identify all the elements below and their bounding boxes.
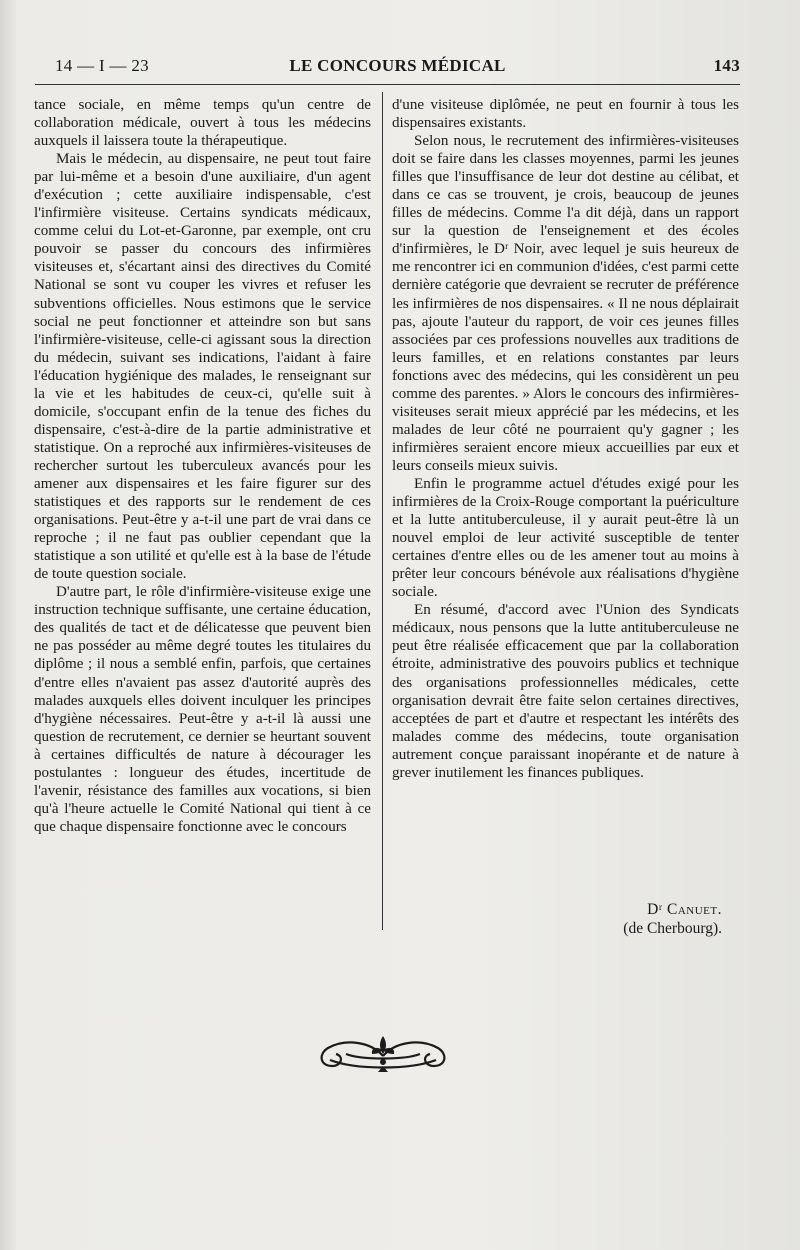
left-column bbox=[34, 96, 371, 836]
journal-title: LE CONCOURS MÉDICAL bbox=[289, 56, 506, 75]
right-column bbox=[392, 96, 739, 782]
right-paragraph-2: Selon nous, le recrutement des infirmières-visiteuses doit se faire dans les classes moyennes, parmi les jeunes filles que l'insuffisance de leur dot destine au célibat, et dans ce cas se trouvent, je crois, beaucoup de jeunes filles de médecins. Comme l'a dit déjà, dans un rapport sur la question de l'enseignement et des écoles d'infirmières, le Dʳ Noir, avec lequel je suis heureux de me rencontrer ici en communion d'idées, c'est parmi cette dernière catégorie que devraient se recruter de préférence les infirmières de nos dispensaires. « Il ne nous déplairait pas, ajoute l'auteur du rapport, de voir ces jeunes filles associées par ces professions nouvelles aux traditions de leurs familles, et en relations constantes par leurs fonctions avec des médecins, qui les considèrent un peu comme des parentes. » Alors le concours des infirmières-visiteuses serait mieux apprécié par les médecins, et les malades de leur côté ne pourraient qu'y gagner ; les infirmières seraient encore mieux accueillies par eux et leurs conseils mieux suivis. bbox=[392, 133, 740, 474]
right-paragraph-3: Enfin le programme actuel d'études exigé pour les infirmières de la Croix-Rouge comportant la puériculture et la lutte antituberculeuse, il y aurait peut-être là un nouvel emploi de leur activité susceptible de tenter certaines d'entre elles ou de les amener tout au moins à prêter leur concours bénévole aux réalisations d'hygiène sociale. bbox=[392, 475, 739, 601]
left-paragraph-1: tance sociale, en même temps qu'un centre de collaboration médicale, ouvert à tous les médecins auxquels il laissera toute la thérapeutique. bbox=[34, 97, 371, 150]
floral-tailpiece-icon bbox=[316, 1030, 450, 1076]
left-paragraph-2: Mais le médecin, au dispensaire, ne peut tout faire par lui-même et a besoin d'une auxiliaire, d'un agent d'exécution ; cette auxiliaire indispensable, c'est l'infirmière visiteuse. Certains syndicats médicaux, comme celui du Lot-et-Garonne, par exemple, ont cru pouvoir se passer du concours des infirmières visiteuses et, s'écartant ainsi des directives du Comité National se sont vu couper les vivres et refuser les subventions officielles. Nous estimons que le service social ne peut fonctionner et atteindre son but sans l'infirmière-visiteuse, celle-ci agissant sous la direction du médecin, suivant ses indications, l'aidant à faire l'éducation hygiénique des malades, le renseignant sur la vie et les habitudes de ceux-ci, qu'elle suit à domicile, s'occupant enfin de la tenue des fiches du dispensaire, c'est-à-dire de la partie administrative et statistique. On a reproché aux infirmières-visiteuses de rechercher surtout les tuberculeux avancés pour les amener aux dispensaires et les faire figurer sur des statistiques et des rapports sur le rendement de ces organisations. Peut-être y a-t-il une part de vrai dans ce reproche ; il ne faut pas oublier cependant que la statistique a son utilité et qu'elle est à la base de l'étude de toute question sociale. bbox=[34, 151, 371, 583]
right-paragraph-4: En résumé, d'accord avec l'Union des Syndicats médicaux, nous pensons que la lutte antituberculeuse ne peut être réalisée efficacement que par la collaboration étroite, administrative des pouvoirs publics et technique des organisations professionnelles médicales, cette organisation devrait être faite selon certaines directives, acceptées de part et d'autre et respectant les intérêts des malades comme des médecins, toute organisation autrement conçue paraissant inopérante et de nature à grever inutilement les finances publiques. bbox=[392, 602, 739, 781]
author-signature bbox=[392, 900, 722, 938]
author-name: Dʳ Canuet. bbox=[647, 901, 722, 918]
issue-date: 14 — I — 23 bbox=[55, 56, 149, 75]
right-paragraph-1: d'une visiteuse diplômée, ne peut en fournir à tous les dispensaires existants. bbox=[392, 97, 739, 132]
header-rule bbox=[35, 84, 740, 85]
left-paragraph-3: D'autre part, le rôle d'infirmière-visiteuse exige une instruction technique suffisante, une certaine éducation, des qualités de tact et de délicatesse que peuvent bien ne pas posséder au même degré toutes les titulaires du diplôme ; il nous a semblé enfin, parfois, que certaines d'entre elles n'avaient pas assez d'autorité auprès des malades auxquels elles doivent inculquer les principes d'hygiène nécessaires. Peut-être y a-t-il là aussi une question de recrutement, ce dernier se heurtant souvent à certaines difficultés de nature à décourager les postulantes : longueur des études, incertitude de l'avenir, résistance des familles aux vocations, si bien qu'à l'heure actuelle le Comité National qui tient à ce que chaque dispensaire fonctionne avec le concours bbox=[34, 584, 371, 835]
column-divider bbox=[382, 92, 383, 930]
page-number: 143 bbox=[713, 56, 740, 75]
running-header bbox=[55, 52, 740, 80]
author-place: (de Cherbourg). bbox=[623, 920, 722, 937]
